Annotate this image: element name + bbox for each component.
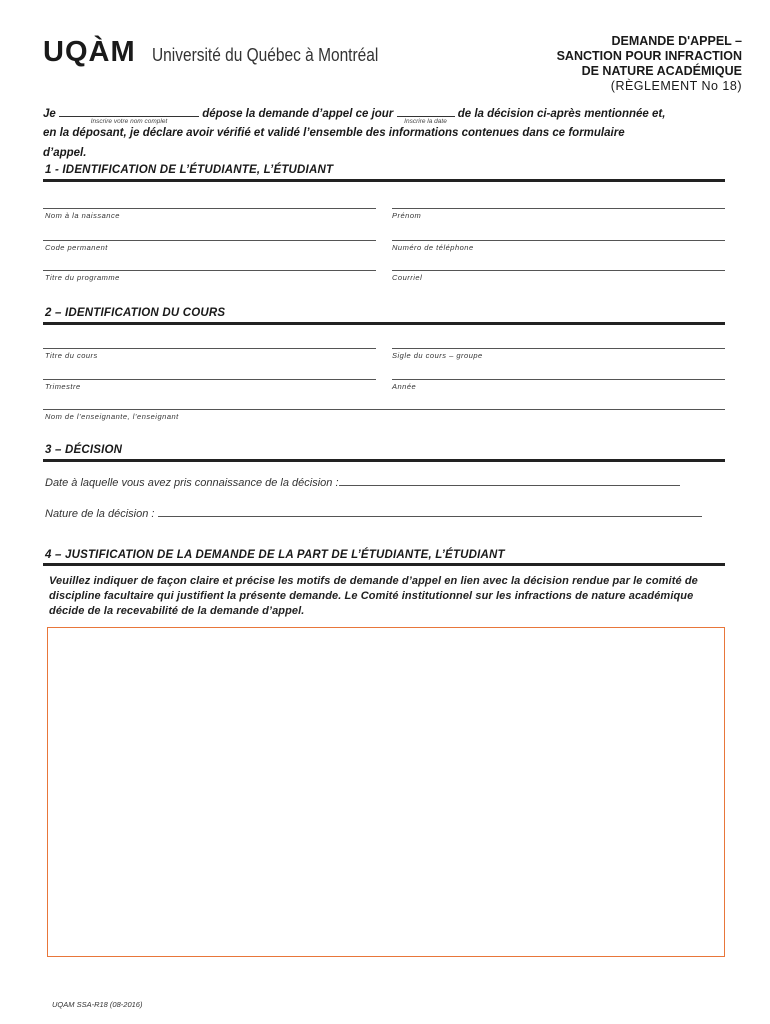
decision-date-field[interactable] [339,476,680,486]
form-title [557,34,742,94]
justification-textarea[interactable] [47,627,725,957]
section-1-heading: 1 - IDENTIFICATION DE L’ÉTUDIANTE, L’ÉTUDIANT [45,164,334,176]
section-2-heading: 2 – IDENTIFICATION DU COURS [45,307,226,319]
section-4-heading: 4 – JUSTIFICATION DE LA DEMANDE DE LA PART DE L’ÉTUDIANTE, L’ÉTUDIANT [45,549,505,561]
instructor-field[interactable] [43,409,725,410]
course-code-field[interactable] [392,348,725,349]
decision-nature-row [45,507,702,520]
intro-line-2: en la déposant, je déclare avoir vérifié et validé l’ensemble des informations contenues dans ce formulaire [43,127,625,139]
section-3-rule [43,459,725,462]
decision-date-label: Date à laquelle vous avez pris connaissance de la décision : [45,477,339,489]
title-line-1: DEMANDE D'APPEL – [611,34,742,48]
intro-line-3: d’appel. [43,147,87,159]
section-4-rule [43,563,725,566]
justification-instructions: Veuillez indiquer de façon claire et précise les motifs de demande d’appel en lien avec la décision rendue par le comité de discipline facultaire qui justifient la présente demande. Le Comité institutionnel sur les infractions de nature académique décide de la recevabilité de la demande d’appel. [49,575,698,617]
section-1-rule [43,179,725,182]
program-field[interactable] [43,270,376,271]
form-code: UQAM SSA-R18 (08-2016) [52,1000,143,1009]
university-name: Université du Québec à Montréal [152,45,379,65]
title-line-2: SANCTION POUR INFRACTION [556,49,742,63]
title-line-3: DE NATURE ACADÉMIQUE [581,64,742,78]
section-3-heading: 3 – DÉCISION [45,444,123,456]
email-label: Courriel [392,273,423,282]
phone-label: Numéro de téléphone [392,243,474,252]
permanent-code-label: Code permanent [45,243,108,252]
intro-decision: de la décision ci-après mentionnée et, [457,108,666,120]
filing-date-hint: Inscrire la date [404,118,447,125]
intro-line-1 [43,106,666,125]
birth-name-field[interactable] [43,208,376,209]
term-label: Trimestre [45,382,81,391]
permanent-code-field[interactable] [43,240,376,241]
title-line-4: (RÈGLEMENT No 18) [610,79,742,93]
course-title-field[interactable] [43,348,376,349]
decision-nature-label: Nature de la décision : [45,508,155,520]
course-title-label: Titre du cours [45,351,98,360]
first-name-field[interactable] [392,208,725,209]
intro-je: Je [43,108,56,120]
intro-depose: dépose la demande d’appel ce jour [202,108,394,120]
phone-field[interactable] [392,240,725,241]
full-name-field[interactable] [59,106,199,125]
decision-nature-field[interactable] [158,507,702,517]
term-field[interactable] [43,379,376,380]
year-label: Année [392,382,417,391]
course-code-label: Sigle du cours – groupe [392,351,483,360]
year-field[interactable] [392,379,725,380]
first-name-label: Prénom [392,211,422,220]
section-2-rule [43,322,725,325]
uqam-logo-mark: UQÀM [43,36,136,68]
email-field[interactable] [392,270,725,271]
full-name-hint: Inscrire votre nom complet [90,118,168,125]
birth-name-label: Nom à la naissance [45,211,120,220]
instructor-label: Nom de l’enseignante, l’enseignant [45,412,179,421]
program-label: Titre du programme [45,273,120,282]
filing-date-field[interactable] [397,106,455,125]
decision-date-row [45,476,680,489]
